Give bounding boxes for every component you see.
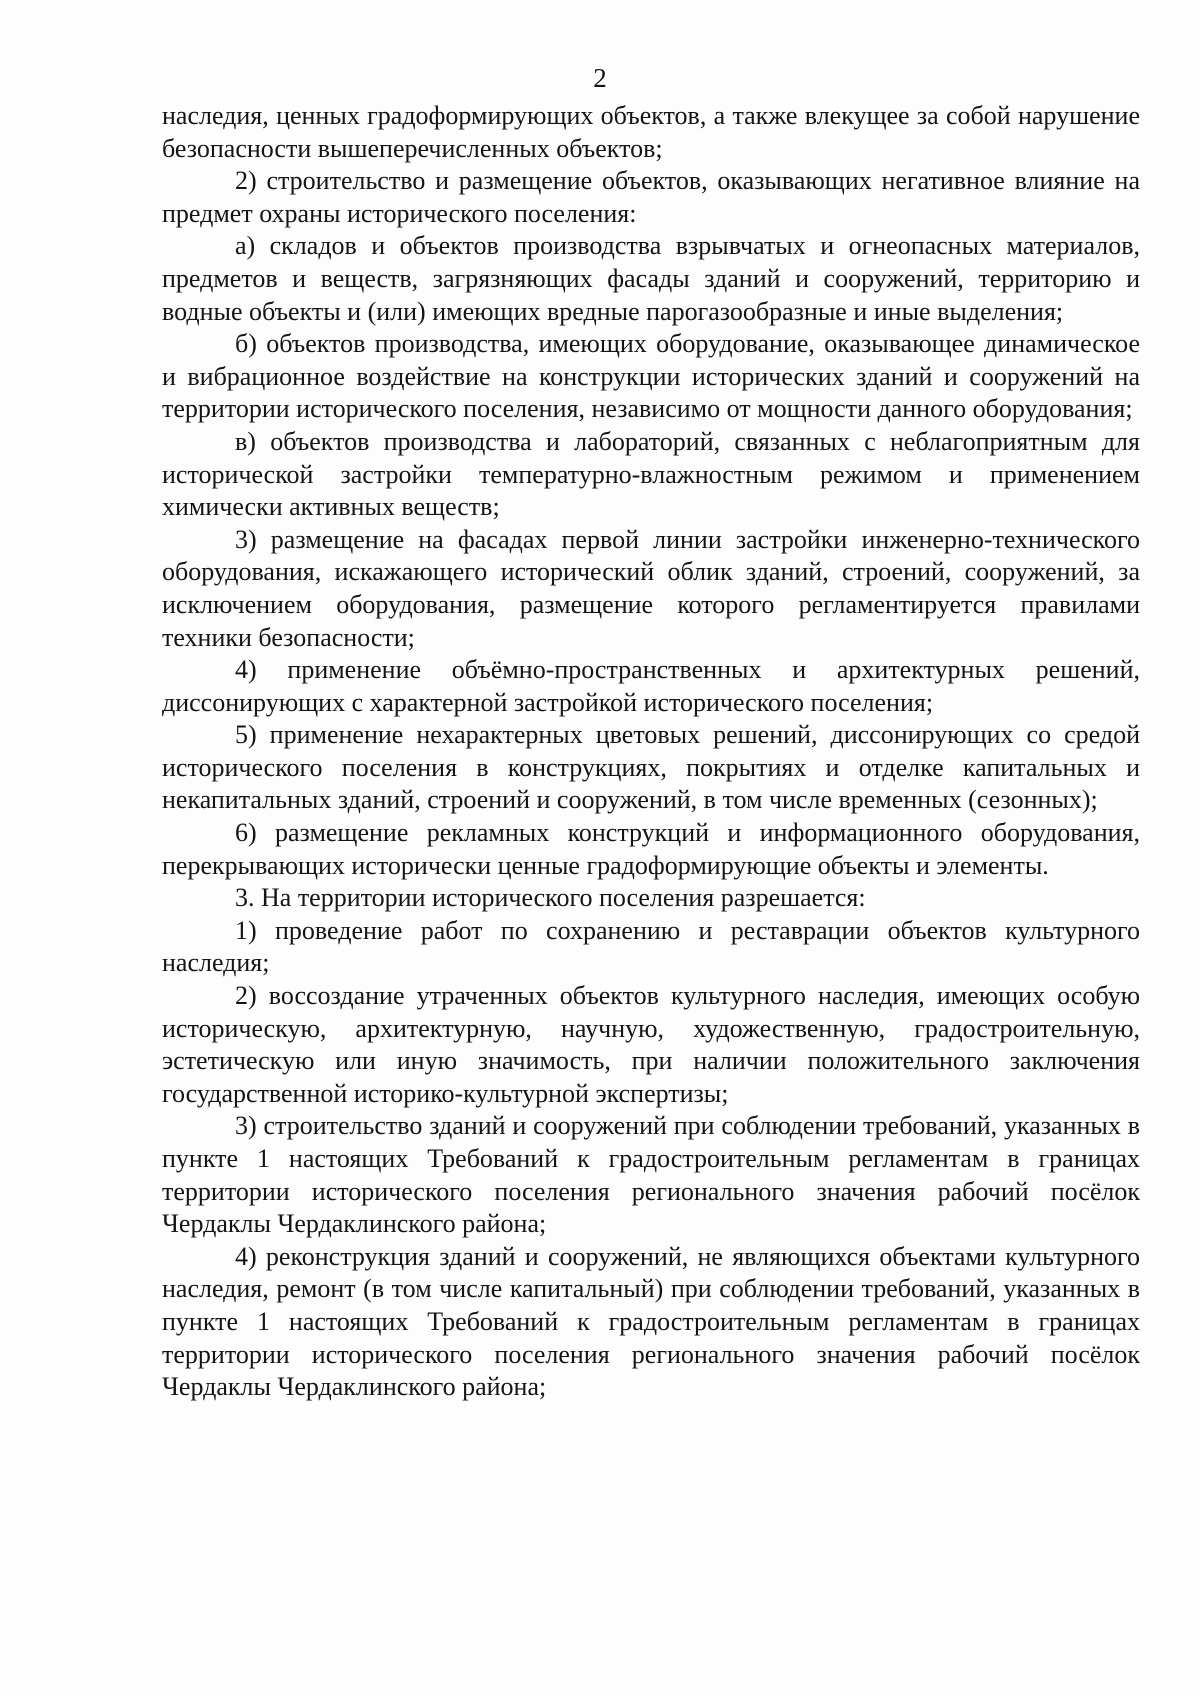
paragraph-allowed-3: 3) строительство зданий и сооружений при соблюдении требований, указанных в пункте 1 настоящих Требований к градостроительным регламентам в границах территории исторического поселения регионального значения рабочий посёлок Чердаклы Чердаклинского района; xyxy=(162,1111,1140,1239)
paragraph-subitem-b: б) объектов производства, имеющих оборудование, оказывающее динамическое и вибрационное воздействие на конструкции исторических зданий и сооружений на территории исторического поселения, независимо от мощности данного оборудования; xyxy=(162,329,1140,424)
paragraph-allowed-1: 1) проведение работ по сохранению и реставрации объектов культурного наследия; xyxy=(162,915,1140,978)
section-heading-3: 3. На территории исторического поселения разрешается: xyxy=(235,883,866,913)
paragraph-subitem-v: в) объектов производства и лабораторий, связанных с неблагоприятным для исторической застройки температурно-влажностным режимом и применением химически активных веществ; xyxy=(162,426,1140,522)
paragraph-item-2: 2) строительство и размещение объектов, оказывающих негативное влияние на предмет охраны исторического поселения: xyxy=(162,166,1140,228)
paragraph-allowed-4: 4) реконструкция зданий и сооружений, не являющихся объектами культурного наследия, ремонт (в том числе капитальный) при соблюдении требований, указанных в пункте 1 настоящих Требований к градостроительным регламентам в границах территории исторического поселения регионального значения рабочий посёлок Чердаклы Чердаклинского района; xyxy=(162,1241,1140,1402)
document-body xyxy=(162,100,1140,1404)
page-number: 2 xyxy=(593,63,607,93)
paragraph-item-5: 5) применение нехарактерных цветовых решений, диссонирующих со средой исторического поселения в конструкциях, покрытиях и отделке капитальных и некапитальных зданий, строений и сооружений, в том числе временных (сезонных); xyxy=(162,720,1140,815)
paragraph-item-4: 4) применение объёмно-пространственных и архитектурных решений, диссонирующих с характерной застройкой исторического поселения; xyxy=(162,655,1140,717)
paragraph-subitem-a: а) складов и объектов производства взрывчатых и огнеопасных материалов, предметов и веществ, загрязняющих фасады зданий и сооружений, территорию и водные объекты и (или) имеющих вредные парогазообразные и иные выделения; xyxy=(162,231,1140,326)
paragraph-item-6: 6) размещение рекламных конструкций и информационного оборудования, перекрывающих исторически ценные градоформирующие объекты и элементы. xyxy=(162,818,1140,880)
paragraph-allowed-2: 2) воссоздание утраченных объектов культурного наследия, имеющих особую историческую, архитектурную, научную, художественную, градостроительную, эстетическую или иную значимость, при наличии положительного заключения государственной историко-культурной экспертизы; xyxy=(162,981,1140,1108)
paragraph-item-3: 3) размещение на фасадах первой линии застройки инженерно-технического оборудования, искажающего исторический облик зданий, строений, сооружений, за исключением оборудования, размещение которого регламентируется правилами техники безопасности; xyxy=(162,524,1140,652)
paragraph-continuation: наследия, ценных градоформирующих объектов, а также влекущее за собой нарушение безопасности вышеперечисленных объектов; xyxy=(162,101,1140,163)
